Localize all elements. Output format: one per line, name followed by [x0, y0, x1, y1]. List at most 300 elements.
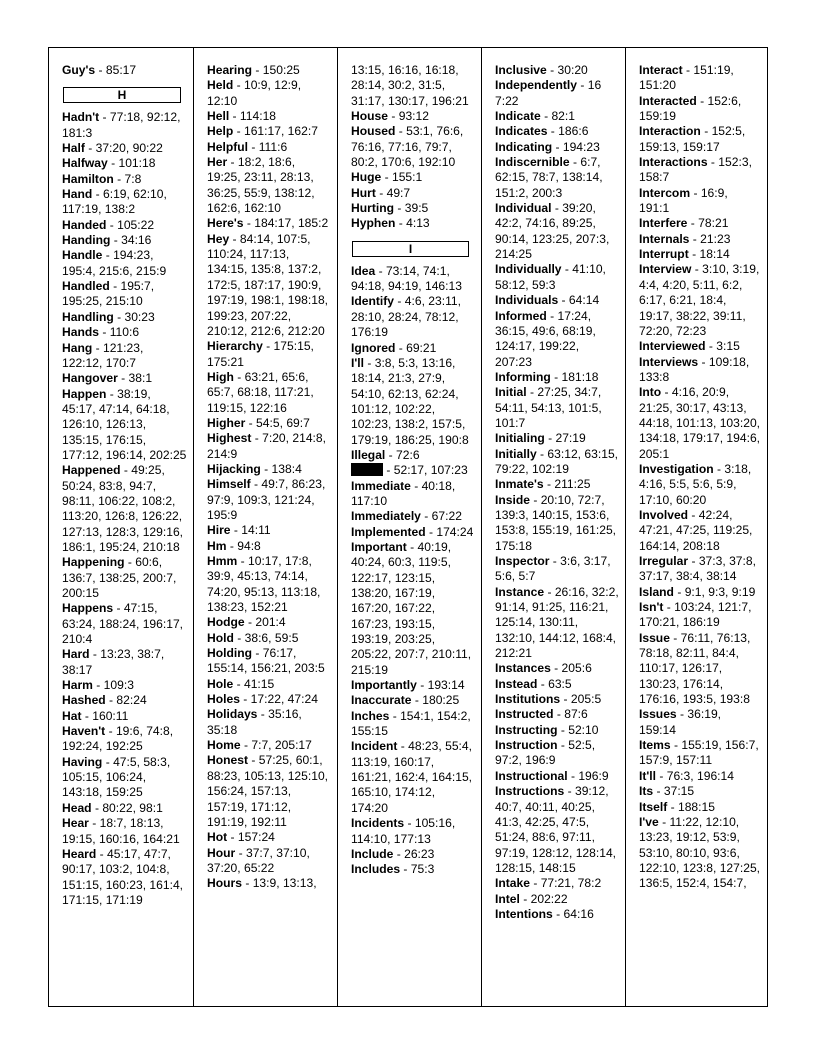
page-line-refs: - 7:20, 214:8, 214:9	[207, 431, 326, 461]
index-term: Having	[62, 754, 103, 769]
page-line-refs: - 76:11, 76:13, 78:18, 82:11, 84:4, 110:17, 126:17, 130:23, 176:14, 176:16, 193:5, 193:8	[639, 630, 751, 707]
page-line-refs: - 121:23, 122:12, 170:7	[62, 340, 144, 370]
index-term: Hire	[207, 523, 231, 538]
index-entry	[495, 738, 619, 769]
page-line-refs: - 47:15, 63:24, 188:24, 196:17, 210:4	[62, 601, 184, 647]
page-line-refs: - 17:22, 47:24	[239, 692, 318, 707]
index-term: Idea	[351, 263, 376, 278]
index-entry	[351, 816, 475, 847]
index-entry	[207, 416, 331, 431]
index-term: Happening	[62, 555, 125, 570]
index-entry	[639, 600, 761, 631]
section-letter-header: I	[352, 241, 469, 257]
index-term: Her	[207, 155, 228, 170]
index-term: Hang	[62, 340, 93, 355]
index-term: Instructed	[495, 707, 554, 722]
index-entry	[495, 431, 619, 446]
index-term: Incident	[351, 739, 398, 754]
page-line-refs: - 52:10	[557, 722, 599, 737]
page-line-refs: - 37:7, 37:10, 37:20, 65:22	[207, 845, 310, 875]
index-term: Interact	[639, 63, 683, 77]
page-line-refs: - 180:25	[411, 693, 460, 708]
page-line-refs: - 7:7, 205:17	[240, 738, 312, 753]
index-entry	[207, 339, 331, 370]
page-line-refs: - 64:16	[552, 906, 594, 921]
index-term: Handle	[62, 248, 103, 263]
index-entry	[495, 585, 619, 662]
index-term: Inches	[351, 708, 390, 723]
index-entry	[495, 385, 619, 431]
index-term: Hodge	[207, 615, 245, 630]
page-line-refs: - 6:19, 62:10, 117:19, 138:2	[62, 187, 167, 217]
page-line-refs: - 160:11	[81, 708, 129, 723]
page-line-refs: - 152:3, 158:7	[639, 155, 752, 185]
index-entry	[207, 462, 331, 477]
index-entry	[207, 830, 331, 845]
index-entry	[62, 248, 187, 279]
page-line-refs: - 202:22	[519, 891, 568, 906]
index-term: Hear	[62, 816, 89, 831]
index-entry	[495, 155, 619, 201]
index-entry	[351, 709, 475, 740]
page-line-refs: - 64:14	[558, 293, 600, 308]
index-term: Inside	[495, 492, 530, 507]
index-term: Informing	[495, 369, 551, 384]
page-line-refs: - 87:6	[553, 707, 588, 722]
index-entry	[495, 723, 619, 738]
page-line-refs: - 73:14, 74:1, 94:18, 94:19, 146:13	[351, 263, 462, 294]
index-entry	[62, 755, 187, 801]
index-entry	[351, 264, 475, 295]
page-line-refs: - 26:23	[393, 846, 435, 861]
index-term: Important	[351, 539, 407, 554]
index-term: Handing	[62, 233, 111, 248]
index-term: Immediately	[351, 509, 421, 524]
index-entry	[62, 156, 187, 171]
index-entry	[62, 341, 187, 372]
index-entry	[495, 769, 619, 784]
index-entry	[351, 678, 475, 693]
page-line-refs: - 184:17, 185:2	[243, 216, 329, 231]
page-line-refs: - 205:6	[550, 661, 592, 676]
index-term: Indicates	[495, 124, 548, 139]
index-entry	[495, 293, 619, 308]
index-entry	[207, 753, 331, 830]
index-term: Instruction	[495, 738, 558, 753]
index-term: Harm	[62, 678, 93, 693]
index-entry	[351, 294, 475, 340]
page-line-refs: - 67:22	[420, 509, 462, 524]
index-entry	[207, 124, 331, 139]
index-term: Hell	[207, 109, 230, 124]
index-entry	[62, 187, 187, 218]
page-line-refs: - 174:24	[425, 524, 474, 539]
index-term: Identify	[351, 294, 395, 309]
index-term: Intel	[495, 891, 520, 906]
index-entry	[62, 325, 187, 340]
index-term: Handled	[62, 279, 110, 294]
index-entry	[639, 124, 761, 155]
index-entry	[351, 463, 475, 478]
index-term: Huge	[351, 170, 382, 185]
index-term: Head	[62, 800, 92, 815]
index-term: Hamilton	[62, 171, 114, 186]
index-entry	[207, 155, 331, 216]
page-line-refs: - 3:15	[705, 339, 740, 354]
index-term: Guy's	[62, 63, 96, 77]
index-entry	[351, 109, 475, 124]
page-line-refs: - 52:17, 107:23	[383, 463, 468, 478]
page-line-refs: - 16 7:22	[495, 78, 602, 108]
index-entry	[495, 140, 619, 155]
index-entry	[351, 693, 475, 708]
index-term: Inmate's	[495, 477, 544, 492]
index-entry	[639, 738, 761, 769]
index-entry	[207, 631, 331, 646]
index-entry	[62, 678, 187, 693]
page-line-refs: - 40:19, 40:24, 60:3, 119:5, 122:17, 123:15, 138:20, 167:19, 167:20, 167:22, 167:23, 193:15, 193:19, 203:25, 205:22, 207:7, 210:11, 215:19	[351, 539, 472, 677]
page-line-refs: - 3:8, 5:3, 13:16, 18:14, 21:3, 27:9, 54:10, 62:13, 62:24, 101:12, 102:22, 102:23, 138:2, 157:5, 179:19, 186:25, 190:8	[351, 355, 469, 447]
index-term: Irregular	[639, 554, 689, 568]
page-line-refs: - 194:23	[552, 139, 600, 154]
index-term: Inspector	[495, 554, 550, 568]
index-entry	[62, 110, 187, 141]
index-term: Ignored	[351, 340, 396, 355]
index-entry	[639, 262, 761, 339]
index-term: Include	[351, 846, 394, 861]
index-term: Highest	[207, 431, 252, 446]
index-term: Interacted	[639, 93, 697, 108]
index-entry	[495, 262, 619, 293]
index-term: Hat	[62, 708, 82, 723]
index-entry	[495, 493, 619, 554]
index-entry	[639, 94, 761, 125]
index-term: Interrupt	[639, 247, 689, 262]
index-term: Includes	[351, 862, 401, 877]
index-entry	[351, 862, 475, 877]
index-term: Hierarchy	[207, 339, 263, 354]
index-entry	[495, 784, 619, 876]
page-line-refs: - 49:7, 86:23, 97:9, 109:3, 121:24, 195:9	[207, 477, 326, 522]
page-line-refs: - 114:18	[229, 109, 277, 124]
page-line-refs: - 85:17	[95, 63, 137, 77]
page-line-refs: - 11:22, 12:10, 13:23, 19:12, 53:9, 53:10, 80:10, 93:6, 122:10, 123:8, 127:25, 136:5, 152:4, 154:7,	[639, 814, 761, 891]
index-term: Holes	[207, 692, 240, 707]
index-term: Internals	[639, 231, 690, 246]
index-entry	[495, 447, 619, 478]
page-line-refs: - 110:6	[98, 325, 140, 340]
index-term: Instances	[495, 661, 551, 676]
index-entry	[207, 646, 331, 677]
index-entry	[351, 540, 475, 678]
index-entry	[62, 801, 187, 816]
index-term: Home	[207, 738, 241, 753]
index-entry	[207, 554, 331, 615]
index-entry	[351, 201, 475, 216]
index-term: Hold	[207, 630, 234, 645]
index-entry	[639, 247, 761, 262]
index-entry	[639, 385, 761, 462]
index-entry	[351, 739, 475, 816]
index-term: Hangover	[62, 371, 118, 386]
index-entry	[207, 232, 331, 339]
index-entry	[639, 554, 761, 585]
index-entry	[62, 724, 187, 755]
page-line-refs: - 205:5	[560, 692, 602, 707]
index-entry	[207, 615, 331, 630]
index-entry	[639, 355, 761, 386]
index-term: Interviews	[639, 354, 699, 369]
page-line-refs: - 9:1, 9:3, 9:19	[673, 584, 756, 599]
index-entry	[639, 800, 761, 815]
index-term: Instance	[495, 584, 545, 599]
index-entry	[351, 124, 475, 170]
page-line-refs: - 63:21, 65:6, 65:7, 68:18, 117:21, 119:15, 122:16	[207, 369, 314, 415]
page-line-refs: - 53:1, 76:6, 76:16, 77:16, 79:7, 80:2, 170:6, 192:10	[351, 124, 464, 170]
page-line-refs: - 152:6, 159:19	[639, 93, 742, 124]
index-entry	[351, 216, 475, 231]
page-line-refs: - 42:24, 47:21, 47:25, 119:25, 164:14, 208:18	[639, 507, 753, 553]
index-entry	[351, 63, 475, 109]
page-line-refs: - 69:21	[395, 340, 437, 355]
page-line-refs: - 6:7, 62:15, 78:7, 138:14, 151:2, 200:3	[495, 155, 603, 200]
index-column-4	[481, 48, 625, 1006]
page-line-refs: - 41:15	[233, 676, 275, 691]
index-entry	[495, 477, 619, 492]
index-term: House	[351, 109, 388, 124]
index-term: Into	[639, 385, 662, 400]
page-line-refs: - 39:5	[394, 201, 429, 216]
index-entry	[62, 463, 187, 555]
page-line-refs: - 76:17, 155:14, 156:21, 203:5	[207, 646, 325, 676]
page-line-refs: - 3:18, 4:16, 5:5, 5:6, 5:9, 17:10, 60:20	[639, 461, 752, 507]
page-line-refs: - 72:6	[385, 447, 420, 462]
page-line-refs: - 37:15	[653, 784, 695, 799]
index-entry	[639, 232, 761, 247]
index-entry	[62, 816, 187, 847]
page-line-refs: - 13:23, 38:7, 38:17	[62, 647, 165, 677]
index-term: Interactions	[639, 155, 708, 170]
index-entry	[639, 815, 761, 892]
index-entry	[207, 707, 331, 738]
page-line-refs: - 48:23, 55:4, 113:19, 160:17, 161:21, 162:4, 164:15, 165:10, 174:12, 174:20	[351, 739, 473, 815]
redaction-block	[351, 463, 383, 476]
page-line-refs: - 10:9, 12:9, 12:10	[207, 78, 302, 108]
index-term: Holidays	[207, 707, 258, 722]
index-term: Haven't	[62, 724, 106, 739]
index-entry	[351, 479, 475, 510]
index-term: Informed	[495, 308, 547, 323]
index-term: Hand	[62, 187, 93, 202]
index-term: High	[207, 369, 234, 384]
index-entry	[639, 63, 761, 94]
index-term: Hey	[207, 231, 230, 246]
index-term: Helpful	[207, 139, 248, 154]
index-term: Instead	[495, 676, 538, 691]
index-term: Hot	[207, 830, 228, 845]
page-line-refs: - 196:9	[567, 768, 609, 783]
page-line-refs: - 78:21	[687, 216, 729, 231]
index-term: Hm	[207, 538, 227, 553]
page-line-refs: - 20:10, 72:7, 139:3, 140:15, 153:6, 153:8, 155:19, 161:25, 175:18	[495, 492, 617, 553]
index-term: Happens	[62, 601, 114, 616]
page-line-refs: - 60:6, 136:7, 138:25, 200:7, 200:15	[62, 555, 177, 600]
index-entry	[62, 693, 187, 708]
index-term: Halfway	[62, 156, 108, 171]
index-entry	[207, 78, 331, 109]
page-line-refs: - 4:6, 23:11, 28:10, 28:24, 78:12, 176:19	[351, 294, 462, 340]
page-line-refs: - 38:1	[117, 371, 153, 386]
index-term: Instructing	[495, 722, 558, 737]
index-term: Here's	[207, 216, 244, 231]
page-line-refs: - 101:18	[107, 156, 156, 171]
index-entry	[639, 216, 761, 231]
index-term: Intake	[495, 876, 530, 891]
index-term: It'll	[639, 768, 656, 783]
page-line-refs: - 37:20, 90:22	[84, 141, 163, 156]
index-entry	[62, 218, 187, 233]
page-line-refs: - 36:19, 159:14	[639, 707, 722, 737]
index-term: Initial	[495, 385, 527, 400]
index-term: Independently	[495, 78, 577, 93]
index-entry	[62, 233, 187, 248]
index-term: Involved	[639, 507, 689, 522]
index-term: Itself	[639, 799, 668, 814]
index-term: Half	[62, 141, 85, 156]
index-entry	[207, 109, 331, 124]
page-line-refs: - 30:20	[546, 63, 588, 77]
index-term: Hours	[207, 876, 242, 891]
page-line-refs: - 38:19, 45:17, 47:14, 64:18, 126:10, 126:13, 135:15, 176:15, 177:12, 196:14, 202:25	[62, 386, 187, 462]
page-line-refs: - 109:18, 133:8	[639, 354, 750, 384]
page-line-refs: - 152:5, 159:13, 159:17	[639, 124, 746, 154]
index-entry	[62, 647, 187, 678]
index-term: Instructional	[495, 768, 568, 783]
index-term: Interaction	[639, 124, 701, 139]
index-entry	[495, 554, 619, 585]
page-line-refs: - 188:15	[667, 799, 715, 814]
index-entry	[207, 140, 331, 155]
index-entry	[62, 709, 187, 724]
index-term: Happened	[62, 463, 121, 478]
index-term: Issue	[639, 630, 670, 645]
page-line-refs: - 105:22	[106, 217, 155, 232]
index-term: Intentions	[495, 906, 553, 921]
page-line-refs: - 103:24, 121:7, 170:21, 186:19	[639, 600, 752, 630]
index-column-2	[193, 48, 337, 1006]
index-term: Illegal	[351, 447, 386, 462]
index-entry	[495, 707, 619, 722]
index-term: Instructions	[495, 784, 565, 799]
page-line-refs: - 181:18	[550, 369, 599, 384]
index-entry	[351, 525, 475, 540]
index-entry	[495, 876, 619, 891]
page-line-refs: - 201:4	[244, 615, 286, 630]
index-entry	[639, 769, 761, 784]
page-line-refs: - 49:7	[375, 185, 411, 200]
index-term: Institutions	[495, 692, 561, 707]
page-line-refs: - 161:17, 162:7	[233, 124, 318, 139]
index-term: Indiscernible	[495, 155, 570, 170]
index-column-3	[337, 48, 481, 1006]
index-term: Hadn't	[62, 110, 100, 125]
index-entry	[207, 692, 331, 707]
page-line-refs: - 27:19	[544, 431, 586, 446]
page-line-refs: - 193:14	[416, 678, 465, 693]
index-term: Initially	[495, 446, 537, 461]
index-term: Hyphen	[351, 216, 396, 231]
page-line-refs: - 75:3	[400, 862, 435, 877]
page-line-refs: - 4:13	[395, 216, 430, 231]
page-line-refs: - 138:4	[260, 461, 302, 476]
index-term: Hard	[62, 647, 90, 662]
index-term: Intercom	[639, 185, 691, 200]
index-entry	[207, 677, 331, 692]
index-term: Help	[207, 124, 234, 139]
page-line-refs: - 194:23, 195:4, 215:6, 215:9	[62, 248, 167, 278]
page-line-refs: - 195:7, 195:25, 215:10	[62, 279, 155, 309]
page-line-refs: - 35:16, 35:18	[207, 707, 302, 737]
page-line-refs: - 39:12, 40:7, 40:11, 40:25, 41:3, 42:25, 47:5, 51:24, 88:6, 97:11, 97:19, 128:12, 128:14, 128:15, 148:15	[495, 784, 617, 875]
page-line-refs: - 41:10, 58:12, 59:3	[495, 262, 606, 292]
index-entry	[495, 370, 619, 385]
page-line-refs: - 19:6, 74:8, 192:24, 192:25	[62, 724, 174, 754]
page-line-refs: - 94:8	[226, 538, 261, 553]
index-entry	[639, 155, 761, 186]
index-entry	[639, 339, 761, 354]
page-line-refs: - 14:11	[230, 523, 271, 538]
page-line-refs: - 27:25, 34:7, 54:11, 54:13, 101:5, 101:7	[495, 385, 602, 430]
index-term: Investigation	[639, 461, 714, 476]
index-entry	[351, 509, 475, 524]
index-entry	[639, 462, 761, 508]
index-entry	[62, 371, 187, 386]
index-entry	[207, 477, 331, 523]
index-term: Higher	[207, 415, 246, 430]
index-entry	[639, 784, 761, 799]
index-term: Held	[207, 78, 234, 93]
page-line-refs: - 105:16, 114:10, 177:13	[351, 816, 456, 846]
index-entry	[495, 124, 619, 139]
index-term: Hmm	[207, 554, 238, 568]
page-line-refs: - 34:16	[110, 233, 152, 248]
index-term: Issues	[639, 707, 677, 722]
index-term: Happen	[62, 386, 107, 401]
page-line-refs: - 17:24, 36:15, 49:6, 68:19, 124:17, 199:22, 207:23	[495, 308, 596, 369]
section-letter-header: H	[63, 87, 181, 103]
page-line-refs: - 18:7, 18:13, 19:15, 160:16, 164:21	[62, 816, 180, 846]
page-line-refs: - 150:25	[252, 63, 300, 77]
index-entry	[62, 555, 187, 601]
index-term: Individual	[495, 201, 552, 216]
index-entry	[207, 539, 331, 554]
page-line-refs: - 45:17, 47:7, 90:17, 103:2, 104:8, 151:15, 160:23, 161:4, 171:15, 171:19	[62, 846, 184, 907]
index-entry	[62, 141, 187, 156]
index-entry	[495, 907, 619, 922]
page-line-refs: - 76:3, 196:14	[655, 768, 734, 783]
index-term: Implemented	[351, 524, 426, 539]
page-line-refs: - 10:17, 17:8, 39:9, 45:13, 74:14, 74:20, 95:13, 113:18, 138:23, 152:21	[207, 554, 321, 615]
index-term: Hearing	[207, 63, 253, 77]
index-entry	[639, 186, 761, 217]
index-entry	[495, 892, 619, 907]
page-line-refs: - 82:24	[105, 693, 147, 708]
index-entry	[495, 661, 619, 676]
index-term: Incidents	[351, 816, 405, 831]
index-term: Inaccurate	[351, 693, 412, 708]
page-line-refs: - 52:5, 97:2, 196:9	[495, 738, 596, 768]
page-line-refs: - 82:1	[540, 109, 575, 124]
